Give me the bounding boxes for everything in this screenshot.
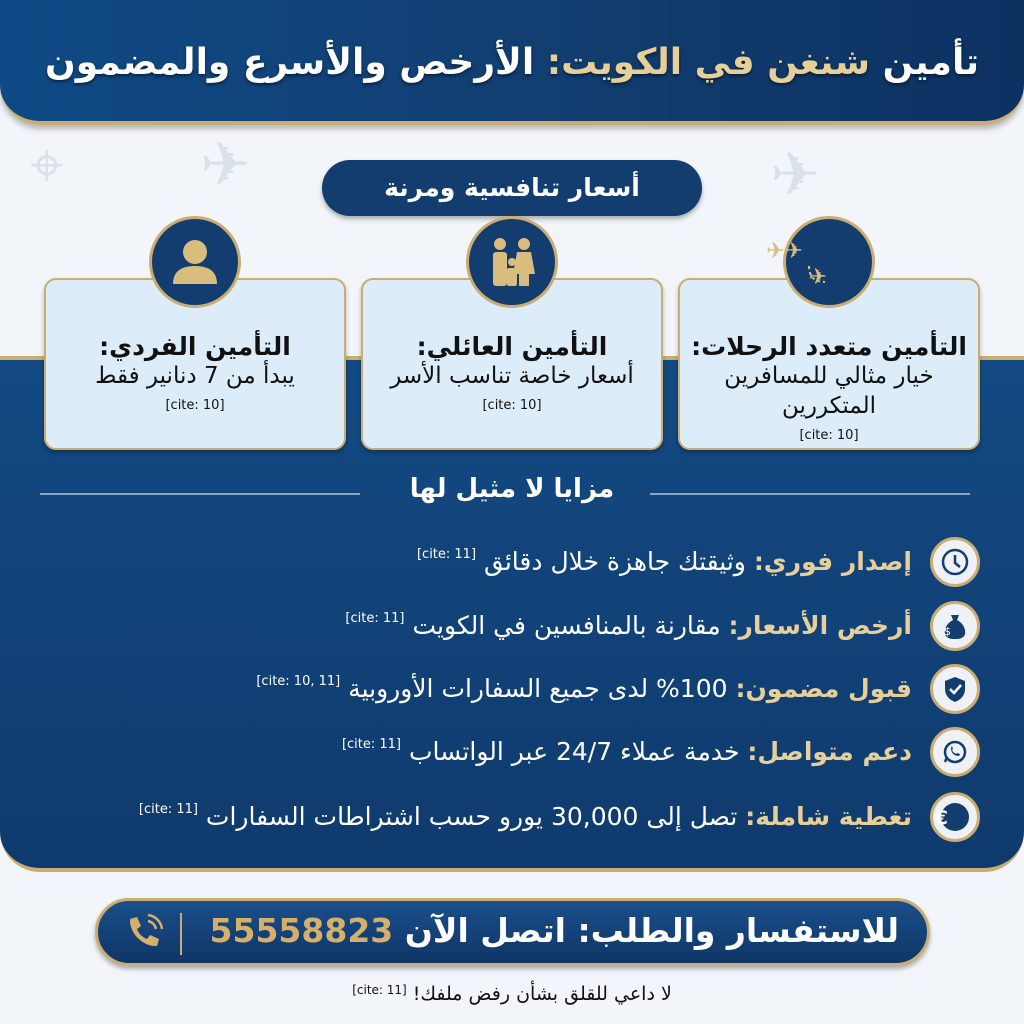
card-text: يبدأ من 7 دنانير فقط: [95, 363, 295, 389]
svg-text:✈✈: ✈✈: [766, 239, 803, 264]
title-part: تأمين: [882, 42, 979, 83]
feature-cite: [cite: 10, 11]: [256, 674, 341, 689]
svg-text:$: $: [944, 625, 951, 638]
footer-note: [0, 983, 1024, 1005]
feature-row: [256, 669, 912, 709]
feature-row: [139, 797, 912, 837]
pricing-pill: أسعار تنافسية ومرنة: [322, 160, 702, 216]
location-pin-icon: ⌖: [30, 130, 64, 200]
feature-row: [345, 606, 912, 646]
svg-text:€: €: [934, 807, 948, 829]
card-text: أسعار خاصة تناسب الأسر: [390, 363, 634, 389]
feature-text: وثيقتك جاهزة خلال دقائق: [483, 547, 746, 576]
card-cite: [cite: 10]: [799, 428, 859, 443]
feature-text: خدمة عملاء 24/7 عبر الواتساب: [408, 737, 740, 766]
phone-number[interactable]: 55558823: [209, 911, 394, 950]
phone-icon: [120, 911, 166, 961]
feature-label: أرخص الأسعار:: [728, 611, 912, 640]
features-heading: مزايا لا مثيل لها: [409, 474, 615, 504]
planes-icon: [766, 216, 875, 308]
family-icon: [466, 216, 558, 308]
card-title: التأمين العائلي:: [416, 332, 608, 361]
contact-text: [210, 911, 899, 950]
clock-icon: [930, 537, 980, 587]
feature-cite: [cite: 11]: [345, 611, 405, 626]
svg-text:✈: ✈: [808, 265, 827, 290]
euro-icon: [930, 792, 980, 842]
card-text: خيار مثالي للمسافرين المتكررين: [724, 363, 934, 419]
title-part: الأرخص والأسرع والمضمون: [45, 42, 535, 83]
contact-label: للاستفسار والطلب: اتصل الآن: [404, 911, 899, 950]
card-cite: [cite: 10]: [482, 398, 542, 413]
contact-button[interactable]: [95, 898, 930, 966]
feature-label: تغطية شاملة:: [745, 802, 912, 831]
shield-check-icon: [930, 664, 980, 714]
feature-cite: [cite: 11]: [138, 802, 198, 817]
feature-row: [342, 732, 912, 772]
card-title: التأمين متعدد الرحلات:: [691, 332, 967, 361]
footer-text: لا داعي للقلق بشأن رفض ملفك!: [412, 983, 672, 1005]
separator: [180, 913, 182, 955]
feature-text: تصل إلى 30,000 يورو حسب اشتراطات السفارات: [205, 802, 738, 831]
card-title: التأمين الفردي:: [99, 332, 291, 361]
feature-text: 100% لدى جميع السفارات الأوروبية: [348, 674, 728, 703]
card-cite: [cite: 10]: [165, 398, 225, 413]
footer-cite: [cite: 11]: [352, 983, 407, 997]
title-highlight: شنغن في الكويت:: [546, 42, 871, 83]
feature-cite: [cite: 11]: [341, 737, 402, 752]
feature-row: [417, 542, 912, 582]
plane-deco-icon: ✈: [200, 130, 251, 200]
plane-deco-icon: ✈: [770, 140, 821, 210]
feature-text: مقارنة بالمنافسين في الكويت: [412, 611, 721, 640]
feature-label: قبول مضمون:: [735, 674, 912, 703]
feature-label: إصدار فوري:: [753, 547, 912, 576]
feature-cite: [cite: 11]: [416, 547, 477, 562]
feature-label: دعم متواصل:: [747, 737, 912, 766]
page-title: [0, 42, 1024, 83]
money-bag-icon: [930, 601, 980, 651]
whatsapp-icon: [930, 727, 980, 777]
person-icon: [149, 216, 241, 308]
header-banner: [0, 0, 1024, 125]
